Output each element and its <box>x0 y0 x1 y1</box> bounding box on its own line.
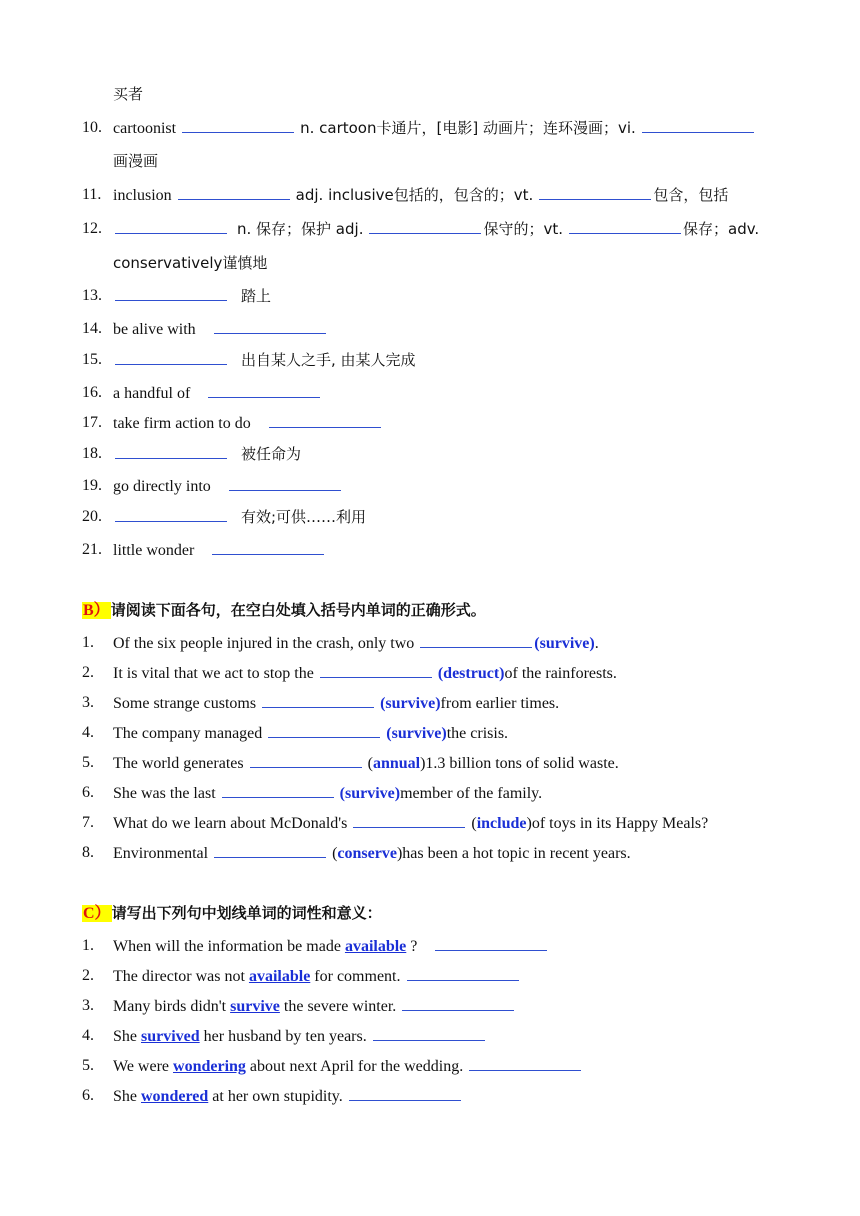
paren: ( <box>332 845 338 862</box>
keyword: (destruct) <box>437 665 505 682</box>
item-number: 1. <box>82 937 94 954</box>
sentence-start: She <box>113 1028 137 1045</box>
answer-blank[interactable] <box>407 966 519 981</box>
sentence-end: for comment. <box>310 968 401 985</box>
sentence-end: of the rainforests. <box>504 665 617 682</box>
sentence-end: her husband by ten years. <box>199 1028 367 1045</box>
sentence-end: the severe winter. <box>279 998 397 1015</box>
answer-blank[interactable] <box>229 476 341 491</box>
item-word: go directly into <box>113 478 211 495</box>
paren: ( <box>367 755 373 772</box>
item-hint: 出自某人之手, 由某人完成 <box>241 351 416 369</box>
section-c-heading <box>82 903 382 924</box>
sentence-end: about next April for the wedding. <box>245 1058 464 1075</box>
sentence-start: Of the six people injured in the crash, only two <box>113 635 415 652</box>
item-number: 15. <box>82 351 102 368</box>
item-text <box>113 413 786 434</box>
item-text <box>113 350 786 371</box>
sentence-end: member of the family. <box>400 785 543 802</box>
sentence-end: )1.3 billion tons of solid waste. <box>420 755 619 772</box>
item-hint: 有效;可供……利用 <box>241 508 367 526</box>
answer-blank[interactable] <box>182 118 294 133</box>
underlined-word: available <box>344 938 407 955</box>
keyword: conserve <box>337 845 397 862</box>
item-number: 5. <box>82 1057 94 1074</box>
sentence-start: She was the last <box>113 785 216 802</box>
item-text <box>113 753 786 774</box>
answer-blank[interactable] <box>373 1026 485 1041</box>
answer-blank[interactable] <box>222 783 334 798</box>
sentence-start: The director was not <box>113 968 245 985</box>
item-number: 2. <box>82 664 94 681</box>
answer-blank[interactable] <box>569 219 681 234</box>
sentence-start: Some strange customs <box>113 695 257 712</box>
item-number: 3. <box>82 694 94 711</box>
item-word: a handful of <box>113 385 191 402</box>
item-text: conservatively谨慎地 <box>113 254 268 272</box>
answer-blank[interactable] <box>208 383 320 398</box>
answer-blank[interactable] <box>115 286 227 301</box>
item-number: 16. <box>82 384 102 401</box>
sentence-start: It is vital that we act to stop the <box>113 665 314 682</box>
item-text <box>113 633 786 654</box>
answer-blank[interactable] <box>115 350 227 365</box>
sentence-start: We were <box>113 1058 170 1075</box>
item-number: 13. <box>82 287 102 304</box>
sentence-end: . <box>594 635 599 652</box>
answer-blank[interactable] <box>420 633 532 648</box>
item-text <box>113 843 786 864</box>
answer-blank[interactable] <box>268 723 380 738</box>
item-text <box>113 185 786 206</box>
item-word: take firm action to do <box>113 415 251 432</box>
item-number: 4. <box>82 724 94 741</box>
answer-blank[interactable] <box>115 444 227 459</box>
item-number: 5. <box>82 754 94 771</box>
item-text <box>113 118 786 139</box>
section-tag: C） <box>83 905 111 922</box>
answer-blank[interactable] <box>402 996 514 1011</box>
item-hint: 保存；adv. <box>683 220 760 238</box>
sentence-start: The world generates <box>113 755 244 772</box>
underlined-word: survived <box>141 1028 200 1045</box>
keyword: (survive) <box>339 785 401 802</box>
underlined-word: wondering <box>173 1058 246 1075</box>
item-word: cartoonist <box>113 120 177 137</box>
item-text <box>113 783 786 804</box>
answer-blank[interactable] <box>539 185 651 200</box>
answer-blank[interactable] <box>214 843 326 858</box>
section-b-heading <box>82 600 486 621</box>
item-text <box>113 219 786 240</box>
answer-blank[interactable] <box>349 1086 461 1101</box>
keyword: annual <box>372 755 421 772</box>
section-tag: B） <box>83 602 110 619</box>
sentence-end: ? <box>406 938 418 955</box>
item-number: 8. <box>82 844 94 861</box>
item-text: 买者 <box>113 85 144 103</box>
item-number: 1. <box>82 634 94 651</box>
section-title: 请阅读下面各句，在空白处填入括号内单词的正确形式。 <box>110 601 486 619</box>
item-text <box>113 966 786 987</box>
keyword: (survive) <box>534 635 595 652</box>
answer-blank[interactable] <box>212 540 324 555</box>
underlined-word: wondered <box>141 1088 209 1105</box>
item-hint: 包含，包括 <box>653 186 729 204</box>
answer-blank[interactable] <box>262 693 374 708</box>
keyword: include <box>476 815 527 832</box>
sentence-start: She <box>113 1088 137 1105</box>
item-text <box>113 286 786 307</box>
sentence-end: the crisis. <box>446 725 509 742</box>
sentence-end: )of toys in its Happy Meals? <box>526 815 709 832</box>
item-text <box>113 319 786 340</box>
paren: ( <box>471 815 477 832</box>
item-hint: adj. inclusive包括的，包含的；vt. <box>295 186 534 204</box>
item-number: 11. <box>82 186 102 203</box>
item-number: 10. <box>82 119 102 136</box>
item-text <box>113 476 786 497</box>
item-number: 17. <box>82 414 102 431</box>
item-hint: 踏上 <box>241 287 272 305</box>
answer-blank[interactable] <box>115 507 227 522</box>
item-text <box>113 383 786 404</box>
answer-blank[interactable] <box>353 813 465 828</box>
item-number: 6. <box>82 784 94 801</box>
section-title: 请写出下列句中划线单词的词性和意义： <box>111 904 382 922</box>
item-word: be alive with <box>113 321 196 338</box>
item-text <box>113 507 786 528</box>
item-text <box>113 1026 786 1047</box>
item-text <box>113 996 786 1017</box>
item-text <box>113 693 786 714</box>
answer-blank[interactable] <box>435 936 547 951</box>
answer-blank[interactable] <box>178 185 290 200</box>
item-text <box>113 936 786 957</box>
item-number: 6. <box>82 1087 94 1104</box>
item-number: 20. <box>82 508 102 525</box>
sentence-start: What do we learn about McDonald's <box>113 815 348 832</box>
answer-blank[interactable] <box>115 219 227 234</box>
answer-blank[interactable] <box>642 118 754 133</box>
keyword: (survive) <box>380 695 441 712</box>
underlined-word: survive <box>230 998 280 1015</box>
item-number: 2. <box>82 967 94 984</box>
item-number: 4. <box>82 1027 94 1044</box>
item-text: 画漫画 <box>113 152 159 170</box>
item-number: 3. <box>82 997 94 1014</box>
sentence-end: from earlier times. <box>440 695 560 712</box>
item-number: 19. <box>82 477 102 494</box>
answer-blank[interactable] <box>369 219 481 234</box>
answer-blank[interactable] <box>269 413 381 428</box>
sentence-end: )has been a hot topic in recent years. <box>396 845 631 862</box>
item-text <box>113 1086 786 1107</box>
item-number: 12. <box>82 220 102 237</box>
item-text <box>113 1056 786 1077</box>
item-hint: 保守的；vt. <box>483 220 563 238</box>
item-word: inclusion <box>113 187 172 204</box>
sentence-start: When will the information be made <box>113 938 341 955</box>
item-number: 18. <box>82 445 102 462</box>
sentence-start: The company managed <box>113 725 263 742</box>
answer-blank[interactable] <box>469 1056 581 1071</box>
answer-blank[interactable] <box>214 319 326 334</box>
item-text <box>113 663 786 684</box>
item-hint: n. 保存；保护 adj. <box>237 220 364 238</box>
item-number: 14. <box>82 320 102 337</box>
item-word: little wonder <box>113 542 195 559</box>
item-text <box>113 540 786 561</box>
sentence-start: Many birds didn't <box>113 998 227 1015</box>
underlined-word: available <box>248 968 311 985</box>
item-number: 21. <box>82 541 102 558</box>
item-text <box>113 723 786 744</box>
item-hint: 被任命为 <box>241 445 302 463</box>
answer-blank[interactable] <box>250 753 362 768</box>
answer-blank[interactable] <box>320 663 432 678</box>
sentence-start: Environmental <box>113 845 209 862</box>
sentence-end: at her own stupidity. <box>208 1088 343 1105</box>
item-text <box>113 813 786 834</box>
item-hint: n. cartoon卡通片，[电影] 动画片；连环漫画；vi. <box>300 119 636 137</box>
keyword: (survive) <box>386 725 447 742</box>
item-number: 7. <box>82 814 94 831</box>
item-text <box>113 444 786 465</box>
